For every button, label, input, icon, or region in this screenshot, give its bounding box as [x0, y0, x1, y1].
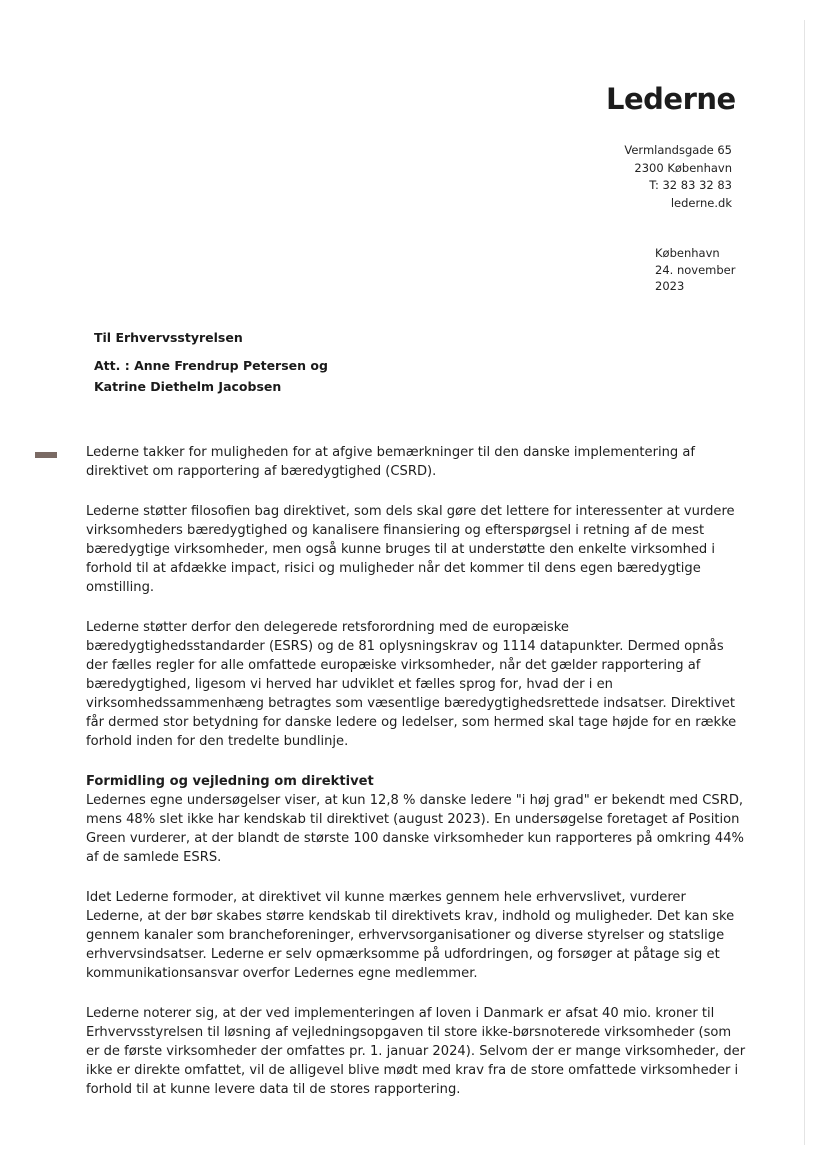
recipient-att-line-1: Att. : Anne Frendrup Petersen og: [94, 358, 328, 373]
date-year: 2023: [655, 279, 685, 293]
address-street: Vermlandsgade 65: [624, 143, 732, 157]
address-web: lederne.dk: [670, 195, 732, 210]
scan-edge-line: [804, 20, 805, 1145]
date-day-month: 24. november: [655, 262, 736, 277]
recipient-to: Til Erhvervsstyrelsen: [94, 330, 243, 345]
section-heading: Formidling og vejledning om direktivet: [86, 774, 374, 789]
recipient-block: [94, 330, 328, 397]
address-phone: T: 32 83 32 83: [649, 178, 732, 192]
recipient-att-line-2: Katrine Diethelm Jacobsen: [94, 379, 282, 394]
paragraph-esrs: Lederne støtter derfor den delegerede retsforordning med de europæiske bæredygtighedsstandarder (ESRS) og de 81 oplysningskrav og 1114 datapunkter. Dermed opnås der fælles regler for alle omfattede europæiske virksomheder, når det gælder rapportering af bæredygtighed, ligesom vi herved har udviklet et fælles sprog for, hvad der i en virksomhedssammenhæng betragtes som væsentlige bæredygtighedsrettede indsatser. Direktivet får dermed stor betydning for danske ledere og ledelser, som hermed skal tage højde for en række forhold inden for den tredelte bundlinje.: [86, 620, 737, 749]
address-city: 2300 København: [634, 160, 732, 175]
paragraph-awareness: Idet Lederne formoder, at direktivet vil kunne mærkes gennem hele erhvervslivet, vurderer Lederne, at der bør skabes større kendskab til direktivets krav, indhold og muligheder. Det kan ske gennem kanaler som brancheforeninger, erhvervsorganisationer og diverse styrelser og statslige erhvervsindsatser. Lederne er selv opmærksomme på udfordringen, og forsøger at påtage sig et kommunikationsansvar overfor Ledernes egne medlemmer.: [86, 890, 735, 981]
lederne-logo: Lederne: [606, 82, 736, 116]
letter-body: [86, 443, 746, 1120]
paragraph-intro: Lederne takker for muligheden for at afgive bemærkninger til den danske implementering af direktivet om rapportering af bæredygtighed (CSRD).: [86, 445, 696, 479]
paragraph-funding: Lederne noterer sig, at der ved implementeringen af loven i Danmark er afsat 40 mio. kroner til Erhvervsstyrelsen til løsning af vejledningsopgaven til store ikke-børsnoterede virksomheder (som er de første virksomheder der omfattes pr. 1. januar 2024). Selvom der er mange virksomheder, der ikke er direkte omfattet, vil de alligevel blive mødt med krav fra de store omfattede virksomheder i forhold til at kunne levere data til de stores rapportering.: [86, 1006, 746, 1097]
paragraph-survey: Ledernes egne undersøgelser viser, at kun 12,8 % danske ledere "i høj grad" er bekendt med CSRD, mens 48% slet ikke har kendskab til direktivet (august 2023). En undersøgelse foretaget af Position Green vurderer, at der blandt de største 100 danske virksomheder kun rapporteres på omkring 44% af de samlede ESRS.: [86, 793, 744, 865]
margin-mark: [35, 452, 57, 458]
sender-address: [624, 142, 732, 212]
date-place: København: [655, 246, 720, 260]
paragraph-philosophy: Lederne støtter filosofien bag direktivet, som dels skal gøre det lettere for interessenter at vurdere virksomheders bæredygtighed og kanalisere finansiering og efterspørgsel i retning af de mest bæredygtige virksomheder, men også kunne bruges til at understøtte den enkelte virksomhed i forhold til at afdække impact, risici og muligheder når det kommer til dens egen bæredygtige omstilling.: [86, 504, 735, 595]
letter-date: [655, 245, 735, 295]
